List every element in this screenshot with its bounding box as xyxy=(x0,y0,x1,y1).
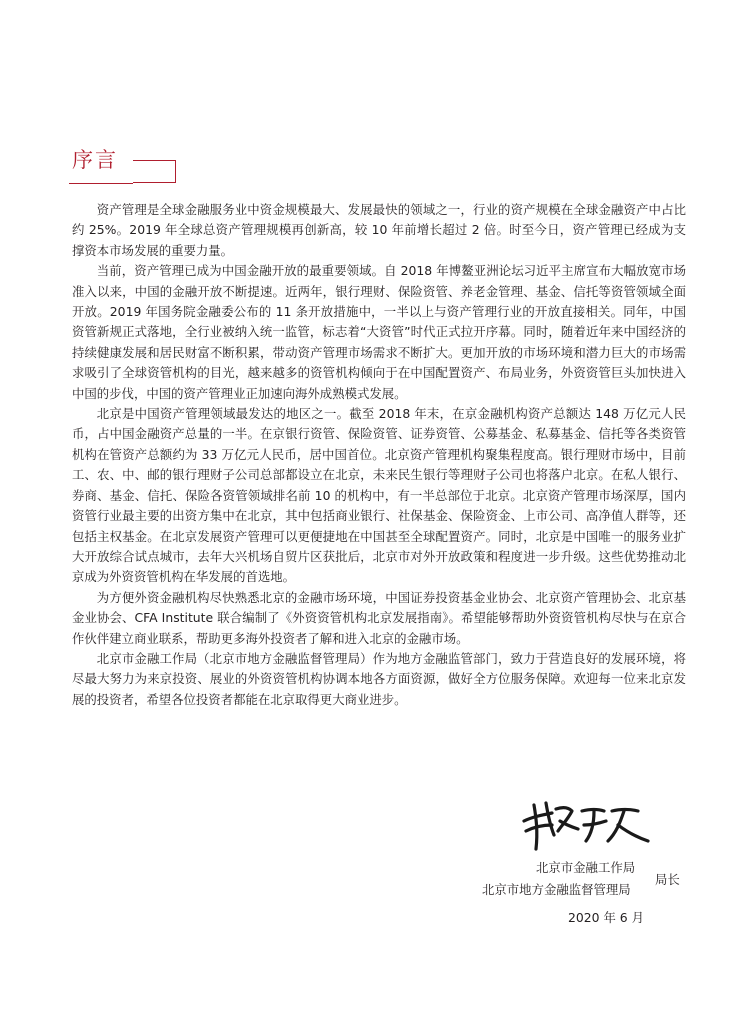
preface-body xyxy=(72,200,686,710)
signer-organization-alt: 北京市地方金融监督管理局 xyxy=(482,882,631,897)
paragraph: 资产管理是全球金融服务业中资金规模最大、发展最快的领域之一，行业的资产规模在全球金融资产中占比约 25%。2019 年全球总资产管理规模再创新高，较 10 年前增长超过 2 倍。时至今日，资产管理已经成为支撑资本市场发展的重要力量。 xyxy=(72,202,686,258)
paragraph: 当前，资产管理已成为中国金融开放的最重要领域。自 2018 年博鳌亚洲论坛习近平主席宣布大幅放宽市场准入以来，中国的金融开放不断提速。近两年，银行理财、保险资管、养老金管理、基金、信托等资管领域全面开放。2019 年国务院金融委公布的 11 条开放措施中，一半以上与资产管理行业的开放直接相关。同年，中国资管新规正式落地，全行业被纳入统一监管，标志着“大资管”时代正式拉开序幕。同时，随着近年来中国经济的持续健康发展和居民财富不断积累，带动资产管理市场需求不断扩大。更加开放的市场环境和潜力巨大的市场需求吸引了全球资管机构的目光，越来越多的资管机构倾向于在中国配置资产、布局业务，外资资管巨头加快进入中国的步伐，中国的资产管理业正加速向海外成熟模式发展。 xyxy=(72,263,686,401)
signer-title: 局长 xyxy=(655,872,680,887)
paragraph: 为方便外资金融机构尽快熟悉北京的金融市场环境，中国证券投资基金业协会、北京资产管理协会、北京基金业协会、CFA Institute 联合编制了《外资资管机构北京发展指南》。希望能够帮助外资资管机构尽快与在京合作伙伴建立商业联系，帮助更多海外投资者了解和进入北京的金融市场。 xyxy=(72,589,686,646)
page-title: 序言 xyxy=(72,148,118,172)
handwritten-signature xyxy=(520,795,652,855)
paragraph: 北京是中国资产管理领域最发达的地区之一。截至 2018 年末，在京金融机构资产总额达 148 万亿元人民币，占中国金融资产总量的一半。在京银行资管、保险资管、证券资管、公募基金、私募基金、信托等各类资管机构在管资产总额约为 33 万亿元人民币，居中国首位。北京资产管理机构聚集程度高。银行理财市场中，目前工、农、中、邮的银行理财子公司总部都设立在北京，未来民生银行等理财子公司也将落户北京。在私人银行、券商、基金、信托、保险各资管领域排名前 10 的机构中，有一半总部位于北京。北京资产管理市场深厚，国内资管行业最主要的出资方集中在北京，其中包括商业银行、社保基金、保险资金、上市公司、高净值人群等，还包括主权基金。在北京发展资产管理可以更便捷地在中国甚至全球配置资产。同时，北京是中国唯一的服务业扩大开放综合试点城市，去年大兴机场自贸片区获批后，北京市对外开放政策和程度进一步升级。这些优势推动北京成为外资资管机构在华发展的首选地。 xyxy=(72,406,686,585)
signer-organization: 北京市金融工作局 xyxy=(536,860,636,875)
title-decoration xyxy=(133,160,176,183)
paragraph: 北京市金融工作局（北京市地方金融监督管理局）作为地方金融监管部门，致力于营造良好的发展环境，将尽最大努力为来京投资、展业的外资资管机构协调本地各方面资源，做好全方位服务保障。欢迎每一位来北京发展的投资者，希望各位投资者都能在北京取得更大商业进步。 xyxy=(72,650,686,707)
sign-date: 2020 年 6 月 xyxy=(568,910,645,925)
